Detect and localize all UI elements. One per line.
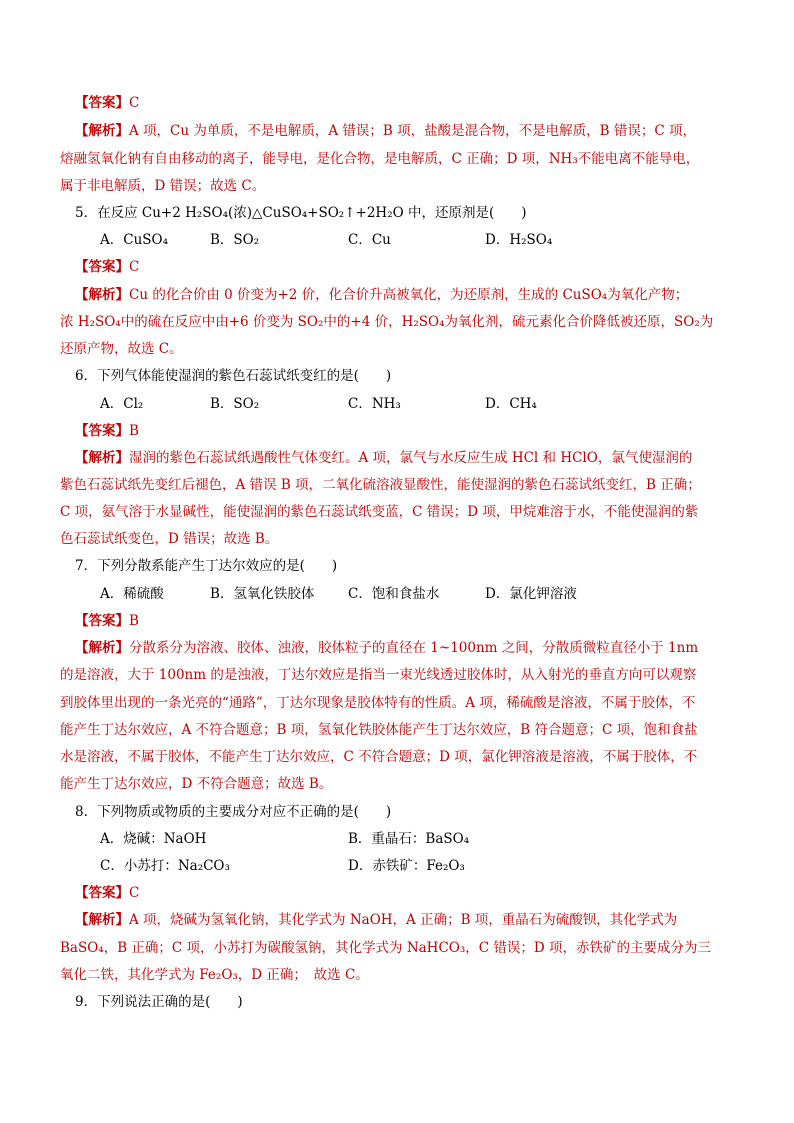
option-a: A．烧碱：NaOH: [100, 831, 207, 847]
answer-line: [75, 95, 139, 111]
analysis-line: [75, 123, 696, 139]
option-d: D．氯化钾溶液: [485, 586, 577, 602]
analysis-text: 色石蕊试纸变色，D 错误；故选 B。: [60, 531, 279, 547]
question-stem: 6．下列气体能使湿润的紫色石蕊试纸变红的是( ): [75, 368, 392, 384]
question-stem: 9．下列说法正确的是( ): [75, 994, 243, 1010]
analysis-text: BaSO₄，B 正确；C 项，小苏打为碳酸氢钠，其化学式为 NaHCO₃，C 错误；D 项，赤铁矿的主要成分为三: [60, 940, 711, 956]
analysis-tag: 【解析】: [75, 287, 129, 303]
analysis-text: 氧化二铁，其化学式为 Fe₂O₃，D 正确； 故选 C。: [60, 967, 369, 983]
option-a: A．Cl₂: [100, 396, 144, 412]
question-stem: 8．下列物质或物质的主要成分对应不正确的是( ): [75, 804, 392, 820]
answer-value: C: [129, 95, 140, 111]
option-d: D．CH₄: [485, 396, 537, 412]
answer-tag: 【答案】: [75, 259, 129, 275]
analysis-text: A 项，烧碱为氢氧化钠，其化学式为 NaOH，A 正确；B 项，重晶石为硫酸钡，其化学式为: [129, 912, 678, 928]
analysis-text: C 项，氨气溶于水显碱性，能使湿润的紫色石蕊试纸变蓝，C 错误；D 项，甲烷难溶于水，不能使湿润的紫: [60, 504, 699, 520]
analysis-text: 分散系分为溶液、胶体、浊液，胶体粒子的直径在 1~100nm 之间，分散质微粒直径小于 1nm: [129, 640, 699, 656]
analysis-line: [75, 640, 698, 656]
option-c: C．Cu: [348, 232, 391, 248]
analysis-text: 能产生丁达尔效应，A 不符合题意；B 项，氢氧化铁胶体能产生丁达尔效应，B 符合题意；C 项，饱和食盐: [60, 722, 698, 738]
option-d: D．H₂SO₄: [485, 232, 553, 248]
option-row: [100, 586, 700, 602]
answer-tag: 【答案】: [75, 613, 129, 629]
option-c: C．饱和食盐水: [348, 586, 440, 602]
answer-line: [75, 885, 139, 901]
analysis-text: 到胶体里出现的一条光亮的“通路”，丁达尔现象是胶体特有的性质。A 项，稀硫酸是溶液，不属于胶体，不: [60, 695, 696, 711]
analysis-text: Cu 的化合价由 0 价变为+2 价，化合价升高被氧化，为还原剂，生成的 CuSO₄为氧化产物；: [129, 287, 689, 303]
answer-tag: 【答案】: [75, 423, 129, 439]
answer-value: C: [129, 259, 140, 275]
option-row: [100, 396, 700, 412]
answer-tag: 【答案】: [75, 885, 129, 901]
analysis-tag: 【解析】: [75, 640, 129, 656]
option-row: [100, 232, 700, 248]
question-stem: 5．在反应 Cu+2 H₂SO₄(浓)△CuSO₄+SO₂↑+2H₂O 中，还原剂是( ): [75, 205, 527, 221]
option-d: D．赤铁矿：Fe₂O₃: [348, 858, 465, 874]
answer-value: B: [129, 613, 139, 629]
analysis-line: [75, 912, 677, 928]
answer-line: [75, 613, 139, 629]
analysis-tag: 【解析】: [75, 450, 129, 466]
option-c: C．NH₃: [348, 396, 401, 412]
analysis-line: [75, 450, 692, 466]
analysis-text: 属于非电解质，D 错误；故选 C。: [60, 178, 266, 194]
analysis-text: 水是溶液，不属于胶体，不能产生丁达尔效应，C 不符合题意；D 项，氯化钾溶液是溶液，不属于胶体，不: [60, 749, 698, 765]
analysis-text: 的是溶液，大于 100nm 的是浊液，丁达尔效应是指当一束光线透过胶体时，从入射光的垂直方向可以观察: [60, 667, 697, 683]
analysis-text: 紫色石蕊试纸先变红后褪色，A 错误 B 项，二氧化硫溶液显酸性，能使湿润的紫色石蕊试纸变红，B 正确；: [60, 477, 701, 493]
answer-line: [75, 423, 139, 439]
answer-line: [75, 259, 139, 275]
option-a: A．稀硫酸: [100, 586, 164, 602]
answer-tag: 【答案】: [75, 95, 129, 111]
option-b: B．氢氧化铁胶体: [210, 586, 315, 602]
option-c: C．小苏打：Na₂CO₃: [100, 858, 230, 874]
analysis-text: 能产生丁达尔效应，D 不符合题意；故选 B。: [60, 776, 333, 792]
analysis-text: 还原产物，故选 C。: [60, 341, 183, 357]
option-row: [100, 858, 700, 874]
option-b: B．SO₂: [210, 396, 260, 412]
analysis-text: A 项，Cu 为单质，不是电解质，A 错误；B 项，盐酸是混合物，不是电解质，B 错误；C 项，: [129, 123, 696, 139]
analysis-text: 浓 H₂SO₄中的硫在反应中由+6 价变为 SO₂中的+4 价，H₂SO₄为氧化剂，硫元素化合价降低被还原，SO₂为: [60, 314, 714, 330]
option-a: A．CuSO₄: [100, 232, 169, 248]
analysis-text: 熔融氢氧化钠有自由移动的离子，能导电，是化合物，是电解质，C 正确；D 项，NH₃不能电离不能导电，: [60, 151, 700, 167]
analysis-tag: 【解析】: [75, 912, 129, 928]
option-row: [100, 831, 700, 847]
option-b: B．重晶石：BaSO₄: [348, 831, 470, 847]
question-stem: 7．下列分散系能产生丁达尔效应的是( ): [75, 558, 338, 574]
answer-value: C: [129, 885, 140, 901]
analysis-text: 湿润的紫色石蕊试纸遇酸性气体变红。A 项，氯气与水反应生成 HCl 和 HClO，氯气使湿润的: [129, 450, 693, 466]
answer-value: B: [129, 423, 139, 439]
option-b: B．SO₂: [210, 232, 260, 248]
analysis-line: [75, 287, 688, 303]
analysis-tag: 【解析】: [75, 123, 129, 139]
